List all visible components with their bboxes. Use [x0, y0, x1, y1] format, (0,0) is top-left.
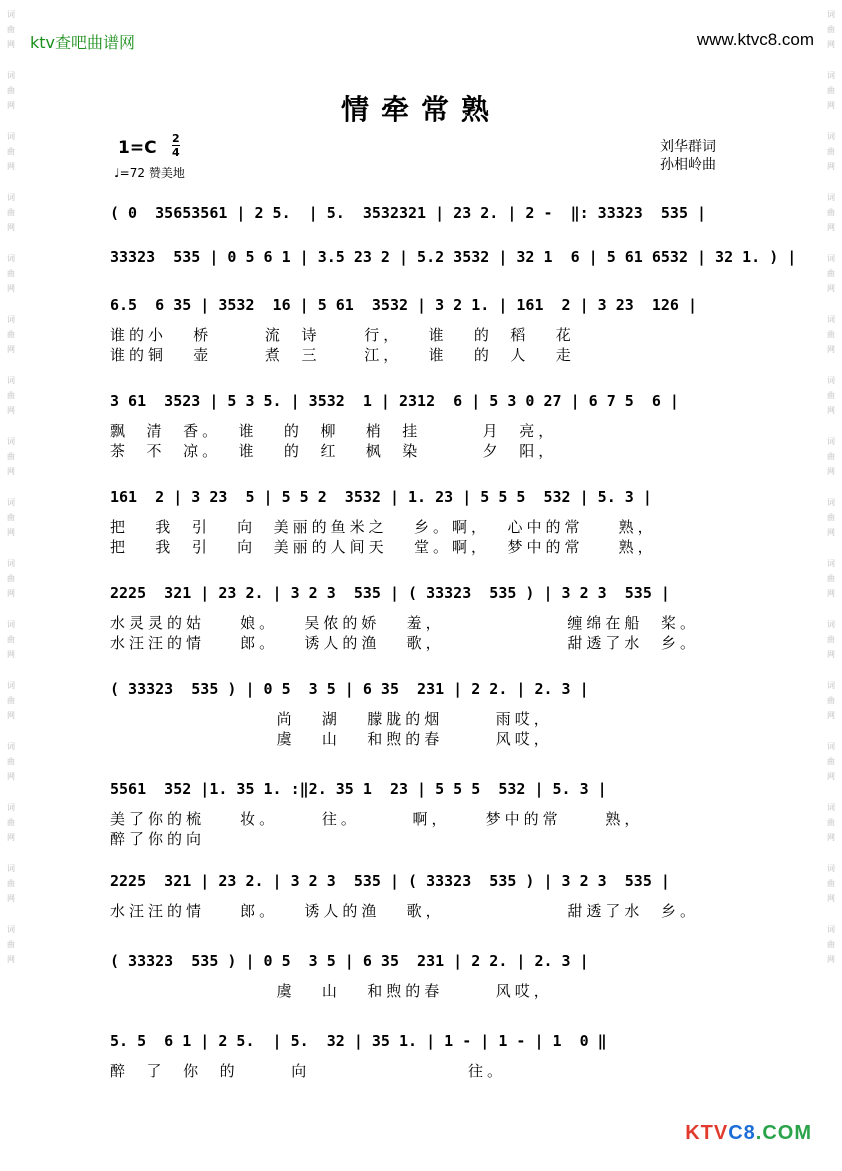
- watermark-char: 曲: [827, 635, 835, 644]
- watermark-spacer: [4, 297, 18, 311]
- watermark-char: 网: [827, 650, 835, 659]
- watermark-char: 网: [7, 345, 15, 354]
- watermark-char: 曲: [827, 452, 835, 461]
- watermark-spacer: [824, 663, 838, 677]
- watermark-char: 词: [7, 132, 15, 141]
- watermark-spacer: [4, 358, 18, 372]
- watermark-char: 网: [827, 528, 835, 537]
- watermark-spacer: [4, 724, 18, 738]
- watermark-spacer: [4, 663, 18, 677]
- lyrics-verse-1: 水灵灵的姑 娘。 吴侬的娇 羞， 缠绵在船 桨。: [110, 614, 699, 632]
- watermark-char: 词: [7, 803, 15, 812]
- watermark-char: 网: [827, 101, 835, 110]
- watermark-char: 曲: [827, 574, 835, 583]
- logo-part: KTV: [685, 1122, 729, 1144]
- watermark-char: 网: [827, 772, 835, 781]
- notation-line: 33323 535 | 0 5 6 1 | 3.5 23 2 | 5.2 3532 | 32 1 6 | 5 61 6532 | 32 1. ) |: [110, 248, 797, 266]
- watermark-left: [4, 8, 18, 966]
- watermark-char: 词: [7, 925, 15, 934]
- notation-line: 2225 321 | 23 2. | 3 2 3 535 | ( 33323 535 ) | 3 2 3 535 |: [110, 872, 670, 890]
- watermark-char: 曲: [827, 940, 835, 949]
- watermark-char: 曲: [827, 147, 835, 156]
- watermark-char: 网: [7, 711, 15, 720]
- watermark-char: 网: [827, 223, 835, 232]
- watermark-char: 网: [7, 528, 15, 537]
- watermark-char: 词: [827, 71, 835, 80]
- watermark-right: [824, 8, 838, 966]
- watermark-char: 网: [827, 467, 835, 476]
- lyrics-verse-1: 醉 了 你 的 向 往。: [110, 1062, 507, 1080]
- watermark-char: 网: [7, 833, 15, 842]
- watermark-char: 网: [827, 406, 835, 415]
- lyrics-verse-1: 谁的小 桥 流 诗 行， 谁 的 稻 花: [110, 326, 575, 344]
- footer-logo: [685, 1122, 812, 1145]
- watermark-char: 网: [7, 101, 15, 110]
- watermark-char: 曲: [7, 574, 15, 583]
- watermark-char: 词: [7, 71, 15, 80]
- watermark-char: 曲: [7, 330, 15, 339]
- lyrics-verse-2: 虞 山 和煦的春 风哎，: [110, 730, 553, 748]
- watermark-char: 词: [7, 620, 15, 629]
- watermark-char: 曲: [827, 391, 835, 400]
- lyrics-verse-1: 尚 湖 朦胧的烟 雨哎，: [110, 710, 553, 728]
- watermark-char: 网: [7, 772, 15, 781]
- watermark-char: 曲: [827, 818, 835, 827]
- lyrics-verse-2: 茶 不 凉。 谁 的 红 枫 染 夕 阳，: [110, 442, 558, 460]
- watermark-char: 词: [7, 437, 15, 446]
- site-name-left: ktv查吧曲谱网: [30, 33, 136, 52]
- watermark-char: 词: [827, 681, 835, 690]
- lyrics-verse-2: 水汪汪的情 郎。 诱人的渔 歌， 甜透了水 乡。: [110, 634, 699, 652]
- meter-bottom: 4: [172, 146, 180, 159]
- watermark-spacer: [824, 53, 838, 67]
- lyrics-verse-1: 美了你的梳 妆。 往。 啊， 梦中的常 熟，: [110, 810, 644, 828]
- notation-line: 3 61 3523 | 5 3 5. | 3532 1 | 2312 6 | 5 3 0 27 | 6 7 5 6 |: [110, 392, 679, 410]
- notation-line: ( 0 35653561 | 2 5. | 5. 3532321 | 23 2. | 2 - ‖: 33323 535 |: [110, 204, 707, 222]
- watermark-char: 词: [7, 864, 15, 873]
- watermark-char: 网: [827, 711, 835, 720]
- watermark-char: 曲: [7, 696, 15, 705]
- watermark-char: 网: [7, 467, 15, 476]
- lyrics-verse-2: 醉了你的向: [110, 830, 206, 848]
- watermark-spacer: [4, 419, 18, 433]
- watermark-char: 网: [827, 894, 835, 903]
- watermark-char: 网: [827, 955, 835, 964]
- watermark-char: 词: [827, 10, 835, 19]
- watermark-char: 曲: [7, 269, 15, 278]
- watermark-spacer: [824, 541, 838, 555]
- watermark-spacer: [824, 480, 838, 494]
- credits: [660, 138, 716, 174]
- watermark-spacer: [4, 846, 18, 860]
- watermark-spacer: [4, 907, 18, 921]
- watermark-char: 词: [827, 193, 835, 202]
- watermark-char: 曲: [7, 452, 15, 461]
- notation-line: ( 33323 535 ) | 0 5 3 5 | 6 35 231 | 2 2. | 2. 3 |: [110, 952, 589, 970]
- watermark-char: 曲: [7, 208, 15, 217]
- watermark-char: 词: [7, 376, 15, 385]
- watermark-char: 网: [7, 40, 15, 49]
- lyrics-verse-1: 把 我 引 向 美丽的鱼米之 乡。啊， 心中的常 熟，: [110, 518, 657, 536]
- watermark-char: 词: [827, 864, 835, 873]
- watermark-char: 词: [827, 315, 835, 324]
- watermark-char: 网: [827, 589, 835, 598]
- watermark-char: 词: [827, 498, 835, 507]
- tempo-value: ♩=72: [114, 166, 145, 180]
- watermark-char: 曲: [827, 208, 835, 217]
- notation-line: 5561 352 |1. 35 1. :‖2. 35 1 23 | 5 5 5 532 | 5. 3 |: [110, 780, 607, 798]
- watermark-char: 网: [827, 284, 835, 293]
- meter-top: 2: [172, 132, 180, 145]
- notation-line: 6.5 6 35 | 3532 16 | 5 61 3532 | 3 2 1. | 161 2 | 3 23 126 |: [110, 296, 697, 314]
- watermark-char: 词: [827, 559, 835, 568]
- watermark-char: 词: [827, 254, 835, 263]
- watermark-char: 曲: [7, 25, 15, 34]
- watermark-char: 曲: [7, 147, 15, 156]
- watermark-char: 词: [7, 10, 15, 19]
- watermark-char: 网: [7, 955, 15, 964]
- watermark-spacer: [824, 785, 838, 799]
- time-signature: [172, 132, 180, 159]
- notation-line: 5. 5 6 1 | 2 5. | 5. 32 | 35 1. | 1 - | 1 - | 1 0 ‖: [110, 1032, 607, 1050]
- watermark-char: 曲: [7, 879, 15, 888]
- notation-line: ( 33323 535 ) | 0 5 3 5 | 6 35 231 | 2 2. | 2. 3 |: [110, 680, 589, 698]
- watermark-char: 曲: [827, 513, 835, 522]
- song-title: 情牵常熟: [340, 93, 501, 126]
- watermark-spacer: [824, 358, 838, 372]
- watermark-spacer: [4, 236, 18, 250]
- watermark-char: 词: [827, 925, 835, 934]
- watermark-char: 网: [7, 589, 15, 598]
- site-url-right: www.ktvc8.com: [696, 30, 814, 49]
- expression-mark: 赞美地: [148, 166, 185, 180]
- lyrics-verse-1: 虞 山 和煦的春 风哎，: [110, 982, 553, 1000]
- watermark-char: 曲: [7, 635, 15, 644]
- watermark-char: 曲: [827, 25, 835, 34]
- notation-line: 161 2 | 3 23 5 | 5 5 2 3532 | 1. 23 | 5 5 5 532 | 5. 3 |: [110, 488, 652, 506]
- watermark-char: 词: [827, 742, 835, 751]
- watermark-char: 曲: [827, 879, 835, 888]
- lyrics-verse-2: 把 我 引 向 美丽的人间天 堂。啊， 梦中的常 熟，: [110, 538, 657, 556]
- watermark-spacer: [4, 53, 18, 67]
- watermark-char: 曲: [827, 269, 835, 278]
- watermark-char: 曲: [7, 757, 15, 766]
- watermark-char: 词: [7, 498, 15, 507]
- watermark-spacer: [4, 541, 18, 555]
- watermark-char: 词: [7, 254, 15, 263]
- watermark-char: 网: [7, 406, 15, 415]
- watermark-spacer: [824, 907, 838, 921]
- lyrics-verse-1: 飘 清 香。 谁 的 柳 梢 挂 月 亮，: [110, 422, 558, 440]
- watermark-char: 网: [827, 162, 835, 171]
- tempo-marking: [114, 164, 185, 181]
- watermark-char: 词: [827, 620, 835, 629]
- watermark-spacer: [824, 236, 838, 250]
- watermark-char: 词: [7, 559, 15, 568]
- watermark-char: 曲: [7, 86, 15, 95]
- watermark-char: 词: [7, 681, 15, 690]
- logo-part: .COM: [755, 1122, 812, 1144]
- watermark-spacer: [824, 297, 838, 311]
- watermark-char: 曲: [827, 330, 835, 339]
- watermark-spacer: [4, 602, 18, 616]
- watermark-char: 曲: [7, 391, 15, 400]
- composer: 孙相岭曲: [660, 157, 716, 173]
- watermark-char: 词: [827, 132, 835, 141]
- watermark-char: 词: [7, 193, 15, 202]
- watermark-spacer: [824, 602, 838, 616]
- watermark-char: 词: [7, 742, 15, 751]
- lyrics-verse-2: 谁的铜 壶 煮 三 江， 谁 的 人 走: [110, 346, 575, 364]
- notation-line: 2225 321 | 23 2. | 3 2 3 535 | ( 33323 535 ) | 3 2 3 535 |: [110, 584, 670, 602]
- watermark-spacer: [4, 175, 18, 189]
- watermark-char: 网: [827, 40, 835, 49]
- watermark-spacer: [824, 846, 838, 860]
- lyrics-verse-1: 水汪汪的情 郎。 诱人的渔 歌， 甜透了水 乡。: [110, 902, 699, 920]
- watermark-char: 网: [7, 162, 15, 171]
- logo-part: C8: [728, 1122, 756, 1144]
- watermark-char: 词: [7, 315, 15, 324]
- watermark-char: 词: [827, 803, 835, 812]
- key-signature: 1=C: [118, 138, 157, 158]
- watermark-spacer: [4, 480, 18, 494]
- watermark-char: 曲: [7, 513, 15, 522]
- watermark-char: 词: [827, 437, 835, 446]
- watermark-char: 网: [7, 284, 15, 293]
- watermark-spacer: [824, 724, 838, 738]
- watermark-char: 曲: [827, 757, 835, 766]
- watermark-char: 曲: [7, 940, 15, 949]
- watermark-char: 网: [7, 650, 15, 659]
- watermark-char: 网: [7, 223, 15, 232]
- watermark-char: 网: [7, 894, 15, 903]
- watermark-char: 曲: [7, 818, 15, 827]
- watermark-char: 词: [827, 376, 835, 385]
- watermark-char: 曲: [827, 86, 835, 95]
- lyricist: 刘华群词: [660, 139, 716, 155]
- watermark-char: 网: [827, 833, 835, 842]
- watermark-spacer: [824, 175, 838, 189]
- watermark-char: 曲: [827, 696, 835, 705]
- watermark-spacer: [4, 785, 18, 799]
- watermark-spacer: [824, 419, 838, 433]
- watermark-char: 网: [827, 345, 835, 354]
